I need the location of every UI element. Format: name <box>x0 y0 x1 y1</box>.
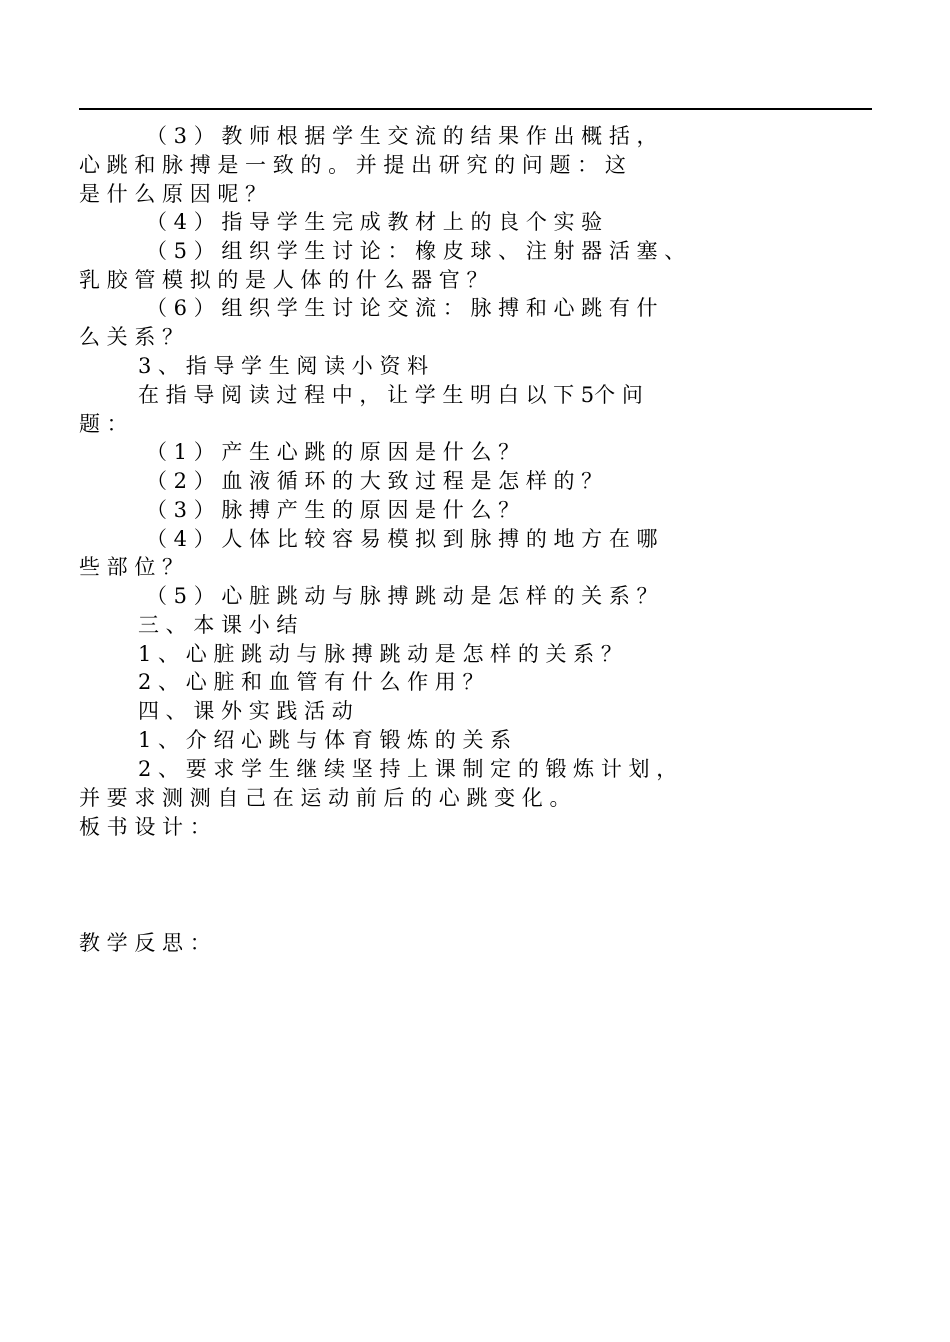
text-line: 心 跳 和 脉 搏 是 一 致 的 。 并 提 出 研 究 的 问 题 ： 这 <box>79 153 626 177</box>
section-heading: 四 、 课 外 实 践 活 动 <box>138 699 353 723</box>
board-design-label: 板 书 设 计 ： <box>79 815 211 839</box>
text-line: 乳 胶 管 模 拟 的 是 人 体 的 什 么 器 官 ？ <box>79 268 488 292</box>
list-item: （ 3 ） 脉 搏 产 生 的 原 因 是 什 么 ？ <box>146 498 520 522</box>
list-item: 2 、 要 求 学 生 继 续 坚 持 上 课 制 定 的 锻 炼 计 划 ， <box>138 757 678 781</box>
list-item: 1 、 介 绍 心 跳 与 体 育 锻 炼 的 关 系 <box>138 728 512 752</box>
list-item: 1 、 心 脏 跳 动 与 脉 搏 跳 动 是 怎 样 的 关 系 ？ <box>138 642 622 666</box>
text-line: （ 4 ） 指 导 学 生 完 成 教 材 上 的 良 个 实 验 <box>146 210 603 234</box>
text-line: 题 ： <box>79 412 128 436</box>
list-item: （ 5 ） 心 脏 跳 动 与 脉 搏 跳 动 是 怎 样 的 关 系 ？ <box>146 584 658 608</box>
text-line: （ 3 ） 教 师 根 据 学 生 交 流 的 结 果 作 出 概 括 ， <box>146 124 658 148</box>
section-heading: 三 、 本 课 小 结 <box>138 613 298 637</box>
text-line: 是 什 么 原 因 呢 ？ <box>79 182 267 206</box>
list-item: 2 、 心 脏 和 血 管 有 什 么 作 用 ？ <box>138 670 484 694</box>
text-line: 些 部 位 ？ <box>79 555 184 579</box>
header-rule <box>79 108 872 110</box>
text-line: （ 5 ） 组 织 学 生 讨 论 ： 橡 皮 球 、 注 射 器 活 塞 、 <box>146 239 686 263</box>
teaching-reflection-label: 教 学 反 思 ： <box>79 931 211 955</box>
list-item: （ 2 ） 血 液 循 环 的 大 致 过 程 是 怎 样 的 ？ <box>146 469 603 493</box>
text-line: 并 要 求 测 测 自 己 在 运 动 前 后 的 心 跳 变 化 。 <box>79 786 571 810</box>
text-line: 么 关 系 ？ <box>79 325 184 349</box>
text-line: 在 指 导 阅 读 过 程 中 ， 让 学 生 明 白 以 下 5个 问 <box>138 383 643 407</box>
list-item: （ 4 ） 人 体 比 较 容 易 模 拟 到 脉 搏 的 地 方 在 哪 <box>146 527 658 551</box>
section-heading: 3 、 指 导 学 生 阅 读 小 资 料 <box>138 354 429 378</box>
text-line: （ 6 ） 组 织 学 生 讨 论 交 流 ： 脉 搏 和 心 跳 有 什 <box>146 296 658 320</box>
list-item: （ 1 ） 产 生 心 跳 的 原 因 是 什 么 ？ <box>146 440 520 464</box>
